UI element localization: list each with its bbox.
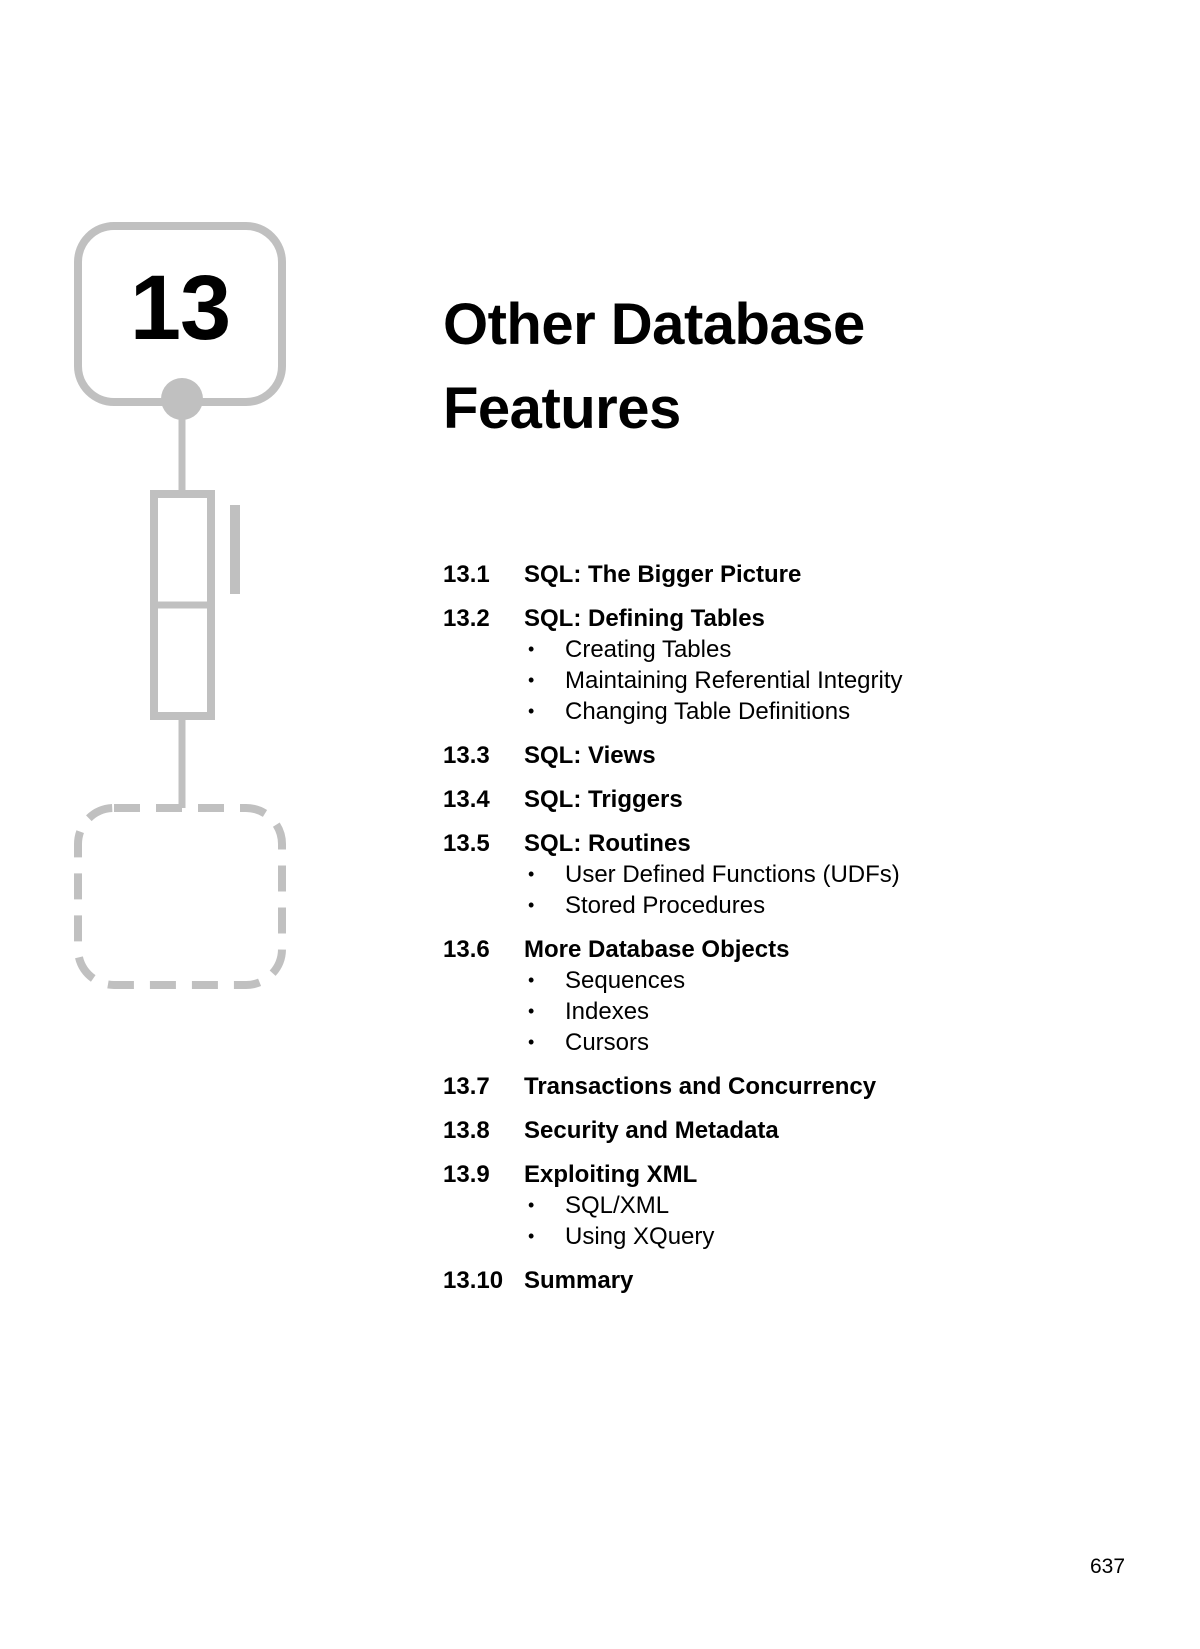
- toc-subsection: [443, 1221, 1003, 1252]
- toc-section-heading: [443, 935, 1003, 965]
- toc-subsection: [443, 1190, 1003, 1221]
- toc-section-heading: [443, 560, 1003, 590]
- section-title: More Database Objects: [524, 936, 790, 963]
- section-title: SQL: Triggers: [524, 786, 683, 813]
- section-number: 13.6: [443, 936, 490, 963]
- toc-section-heading: [443, 829, 1003, 859]
- toc-section-heading: [443, 785, 1003, 815]
- toc-subsection: [443, 1027, 1003, 1058]
- subsection-title: Stored Procedures: [565, 892, 766, 919]
- subsection-title: Using XQuery: [565, 1223, 715, 1250]
- toc-subsection: [443, 996, 1003, 1027]
- subsection-title: SQL/XML: [565, 1192, 670, 1219]
- chapter-number: 13: [129, 257, 231, 359]
- bullet-icon: •: [528, 1001, 535, 1021]
- bullet-icon: •: [528, 1195, 535, 1215]
- section-number: 13.10: [443, 1267, 504, 1294]
- section-number: 13.3: [443, 742, 490, 769]
- subsection-title: User Defined Functions (UDFs): [565, 861, 900, 888]
- chapter-title: [443, 283, 865, 451]
- section-title: Security and Metadata: [524, 1117, 779, 1144]
- section-title: Summary: [524, 1267, 634, 1294]
- toc-section-heading: [443, 741, 1003, 771]
- section-title: SQL: Routines: [524, 830, 691, 857]
- section-number: 13.4: [443, 786, 490, 813]
- toc-section-heading: [443, 1116, 1003, 1146]
- toc-section: [443, 1160, 1003, 1252]
- chapter-title-line-2: Features: [443, 376, 681, 441]
- toc-section-heading: [443, 1160, 1003, 1190]
- subsection-title: Creating Tables: [565, 636, 732, 663]
- section-number: 13.1: [443, 561, 490, 588]
- bullet-icon: •: [528, 970, 535, 990]
- subsection-title: Cursors: [565, 1029, 650, 1056]
- section-title: Exploiting XML: [524, 1161, 698, 1188]
- toc-subsection: [443, 859, 1003, 890]
- section-number: 13.8: [443, 1117, 490, 1144]
- bullet-icon: •: [528, 670, 535, 690]
- toc-section-heading: [443, 604, 1003, 634]
- section-number: 13.7: [443, 1073, 490, 1100]
- page-number: 637: [1090, 1555, 1126, 1578]
- section-title: SQL: The Bigger Picture: [524, 561, 802, 588]
- toc-section-heading: [443, 1266, 1003, 1296]
- bullet-icon: •: [528, 1032, 535, 1052]
- toc-subsection: [443, 965, 1003, 996]
- section-number: 13.2: [443, 605, 490, 632]
- bullet-icon: •: [528, 1226, 535, 1246]
- toc-section: [443, 785, 1003, 815]
- toc-section: [443, 741, 1003, 771]
- subsection-title: Changing Table Definitions: [565, 698, 851, 725]
- toc-subsection: [443, 696, 1003, 727]
- toc-subsection: [443, 634, 1003, 665]
- chapter-title-line-1: Other Database: [443, 292, 865, 357]
- subsection-title: Sequences: [565, 967, 686, 994]
- chapter-diagram-graphic: [0, 0, 320, 1000]
- toc-section: [443, 604, 1003, 727]
- bullet-icon: •: [528, 701, 535, 721]
- section-title: SQL: Views: [524, 742, 656, 769]
- bullet-icon: •: [528, 895, 535, 915]
- bullet-icon: •: [528, 864, 535, 884]
- toc-section: [443, 935, 1003, 1058]
- bullet-icon: •: [528, 639, 535, 659]
- section-title: SQL: Defining Tables: [524, 605, 765, 632]
- toc-subsection: [443, 890, 1003, 921]
- chapter-contents-list: [443, 560, 1003, 1310]
- toc-section: [443, 560, 1003, 590]
- toc-section: [443, 1072, 1003, 1102]
- toc-section: [443, 829, 1003, 921]
- section-title: Transactions and Concurrency: [524, 1073, 877, 1100]
- toc-section: [443, 1116, 1003, 1146]
- toc-section: [443, 1266, 1003, 1296]
- toc-subsection: [443, 665, 1003, 696]
- subsection-title: Maintaining Referential Integrity: [565, 667, 903, 694]
- section-number: 13.5: [443, 830, 490, 857]
- toc-section-heading: [443, 1072, 1003, 1102]
- subsection-title: Indexes: [565, 998, 650, 1025]
- section-number: 13.9: [443, 1161, 490, 1188]
